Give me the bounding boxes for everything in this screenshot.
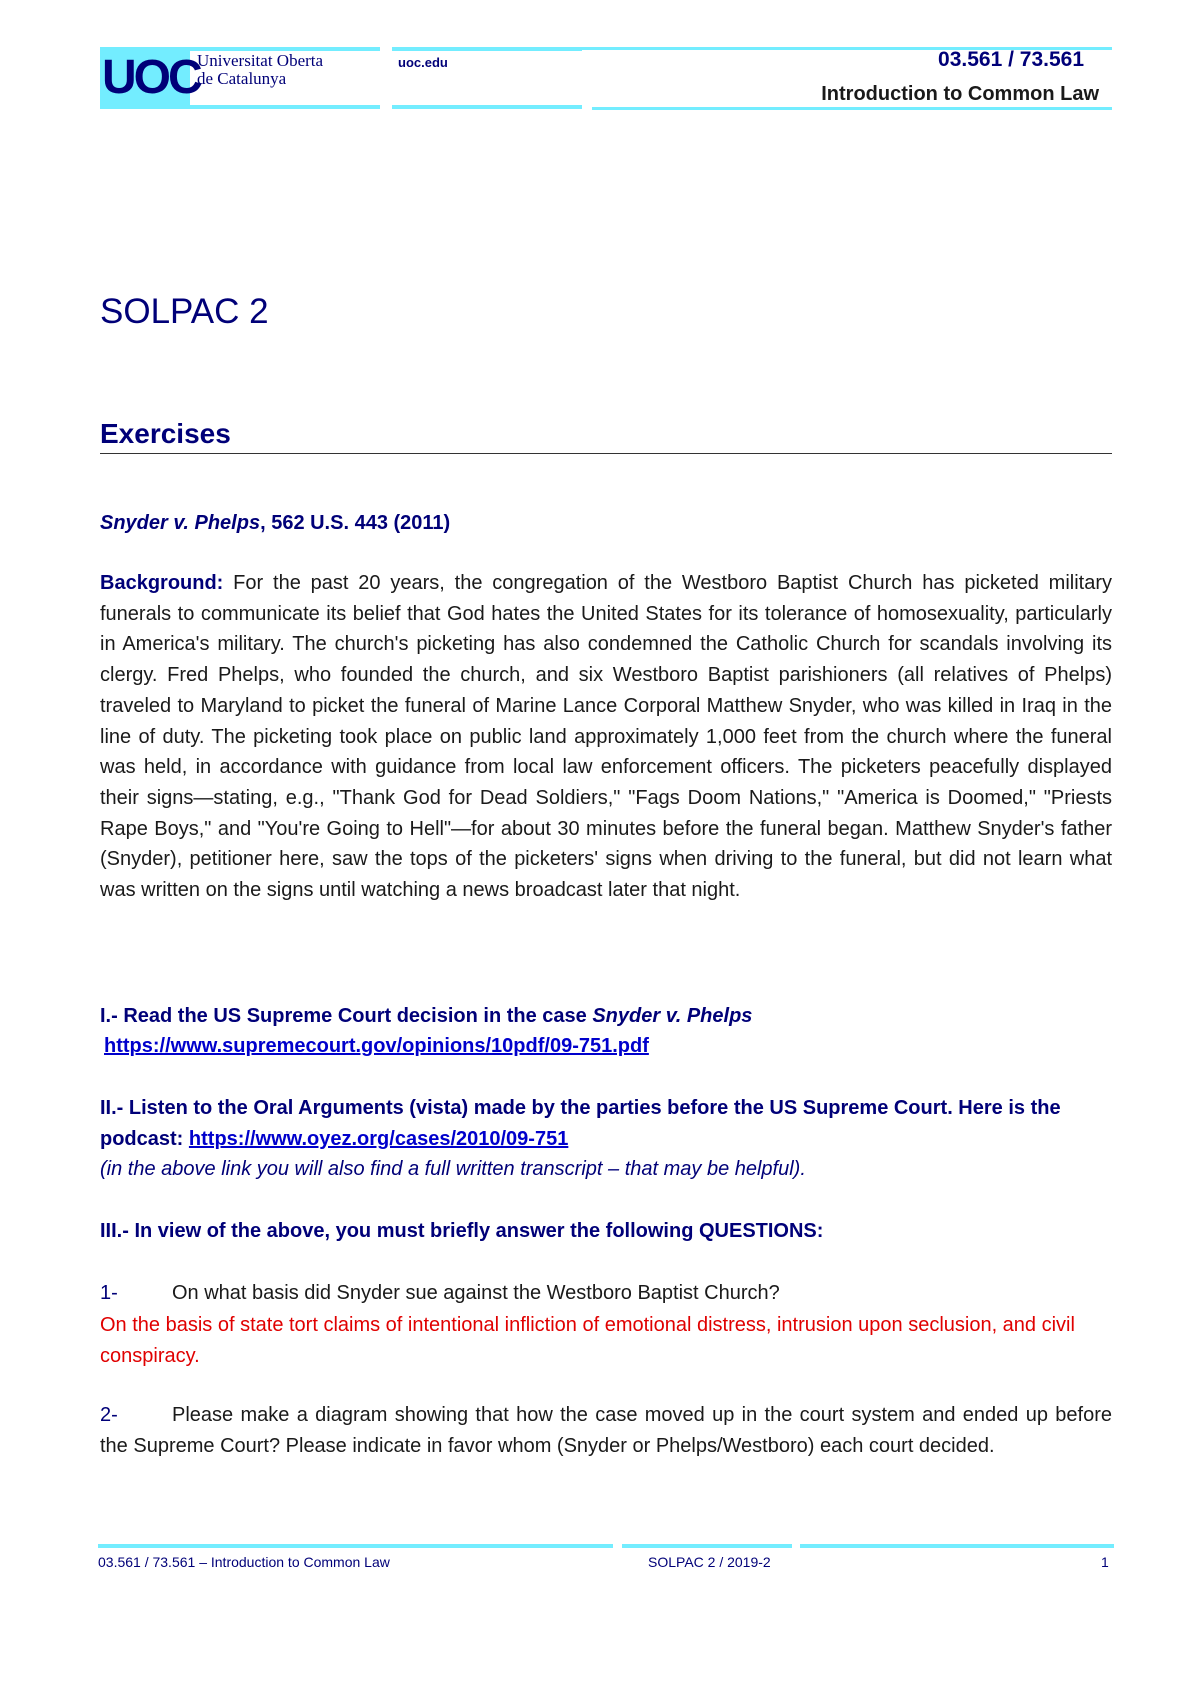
question-number: 2- bbox=[100, 1404, 118, 1426]
uoc-logo-letters: UOC bbox=[102, 51, 200, 104]
course-name: Introduction to Common Law bbox=[821, 83, 1099, 105]
uoc-logo bbox=[100, 47, 200, 109]
section-divider bbox=[100, 453, 1112, 454]
question-text: Please make a diagram showing that how the case moved up in the court system and ended up before the Supreme Court? Please indicate in favor whom (Snyder or Phelps/Westboro) each court decided. bbox=[100, 1404, 1112, 1457]
document-title: SOLPAC 2 bbox=[100, 292, 269, 331]
question-2 bbox=[100, 1400, 1112, 1461]
answer-1: On the basis of state tort claims of intentional infliction of emotional distress, intrusion upon seclusion, and civil conspiracy. bbox=[100, 1314, 1075, 1367]
section-heading: Exercises bbox=[100, 418, 231, 449]
supreme-court-opinion-link[interactable]: https://www.supremecourt.gov/opinions/10pdf/09-751.pdf bbox=[104, 1035, 649, 1057]
website-link[interactable]: uoc.edu bbox=[398, 55, 448, 70]
instruction-three: III.- In view of the above, you must briefly answer the following QUESTIONS: bbox=[100, 1220, 824, 1242]
oyez-podcast-link[interactable]: https://www.oyez.org/cases/2010/09-751 bbox=[188, 1127, 569, 1150]
footer-rule-middle bbox=[622, 1544, 792, 1548]
instruction-two: II.- Listen to the Oral Arguments (vista) made by the parties before the US Supreme Court. Here is the podcast: https://www.oyez.org/cases/2010/09-751 (in the above link you will also find a full written transcript – that may be helpful). bbox=[100, 1097, 1061, 1181]
instruction-one-link-line bbox=[104, 1031, 1116, 1062]
university-name: Universitat Oberta de Catalunya bbox=[197, 51, 324, 88]
case-name: Snyder v. Phelps bbox=[100, 512, 261, 534]
website-rule-bottom bbox=[392, 105, 582, 109]
page-number: 1 bbox=[1101, 1554, 1109, 1570]
instruction-two-note: (in the above link you will also find a full written transcript – that may be helpful). bbox=[100, 1158, 806, 1181]
question-number: 1- bbox=[100, 1282, 118, 1304]
footer-course: 03.561 / 73.561 – Introduction to Common Law bbox=[98, 1554, 390, 1570]
background-paragraph bbox=[100, 568, 1112, 906]
website-rule-top bbox=[392, 47, 582, 51]
footer-rule-right bbox=[800, 1544, 1114, 1548]
course-code: 03.561 / 73.561 bbox=[938, 48, 1084, 71]
footer-rule-left bbox=[98, 1544, 613, 1548]
question-1 bbox=[100, 1278, 780, 1309]
instruction-one: I.- Read the US Supreme Court decision in the case Snyder v. Phelps bbox=[100, 1005, 753, 1027]
background-text: For the past 20 years, the congregation of the Westboro Baptist Church has picketed military funerals to communicate its belief that God hates the United States for its tolerance of homosexuality, particularly in America's military. The church's picketing has also condemned the Catholic Church for scandals involving its clergy. Fred Phelps, who founded the church, and six Westboro Baptist parishioners (all relatives of Phelps) traveled to Maryland to picket the funeral of Marine Lance Corporal Matthew Snyder, who was killed in Iraq in the line of duty. The picketing took place on public land approximately 1,000 feet from the church where the funeral was held, in accordance with guidance from local law enforcement officers. The picketers peacefully displayed their signs—stating, e.g., "Thank God for Dead Soldiers," "Fags Doom Nations," "America is Doomed," "Priests Rape Boys," and "You're Going to Hell"—for about 30 minutes before the funeral began. Matthew Snyder's father (Snyder), petitioner here, saw the tops of the picketers' signs when driving to the funeral, but did not learn what was written on the signs until watching a news broadcast later that night. bbox=[100, 572, 1112, 902]
background-label: Background: bbox=[100, 572, 224, 594]
case-citation: , 562 U.S. 443 (2011) bbox=[260, 512, 451, 534]
header-rule-bottom bbox=[100, 105, 380, 109]
course-rule-bottom bbox=[592, 107, 1112, 110]
question-text: On what basis did Snyder sue against the Westboro Baptist Church? bbox=[172, 1282, 780, 1304]
footer-document: SOLPAC 2 / 2019-2 bbox=[648, 1554, 771, 1570]
case-title bbox=[100, 508, 1112, 539]
